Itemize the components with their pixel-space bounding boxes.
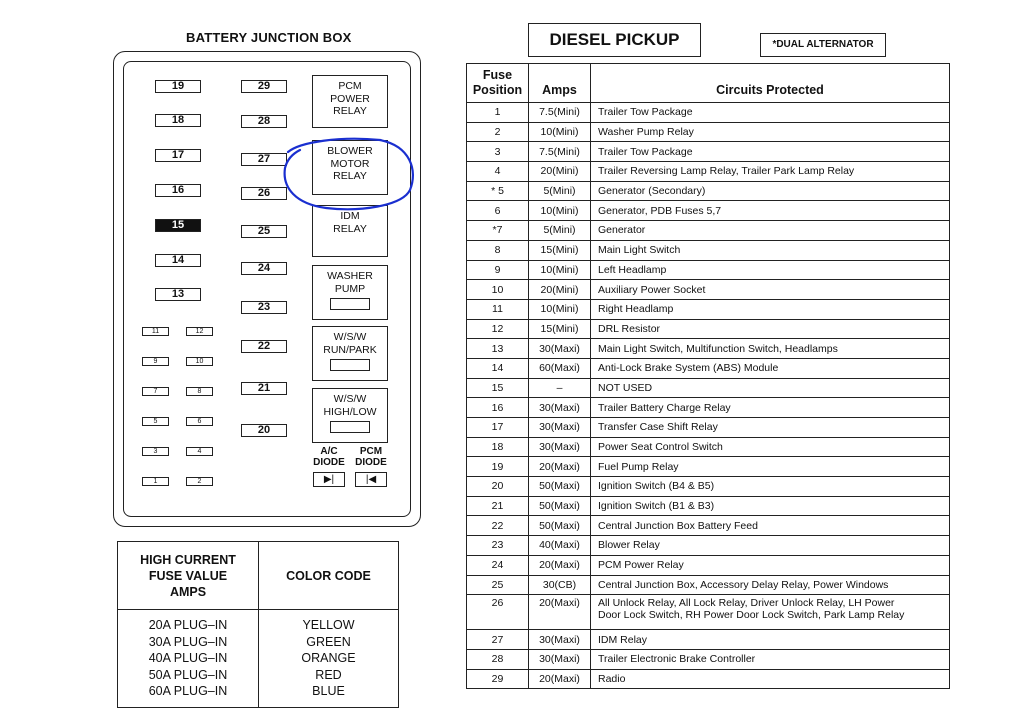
- color-code-color-value: ORANGE: [301, 651, 356, 666]
- diode-label: A/C DIODE: [313, 446, 345, 468]
- amps-cell: 30(Maxi): [529, 418, 591, 438]
- circuit-cell: Trailer Electronic Brake Controller: [591, 649, 950, 669]
- diesel-pickup-title: DIESEL PICKUP: [528, 23, 701, 57]
- table-row: [467, 437, 950, 457]
- fuse-29: 29: [241, 80, 287, 93]
- table-row: [467, 496, 950, 516]
- fuse-21: 21: [241, 382, 287, 395]
- circuit-cell: Auxiliary Power Socket: [591, 280, 950, 300]
- amps-cell: 50(Maxi): [529, 516, 591, 536]
- circuit-cell: Trailer Battery Charge Relay: [591, 398, 950, 418]
- amps-cell: 40(Maxi): [529, 536, 591, 556]
- fuse-8: 8: [186, 387, 213, 396]
- relay-label: W/S/W HIGH/LOW: [323, 393, 377, 418]
- relay-label: W/S/W RUN/PARK: [323, 331, 377, 356]
- table-row: [467, 122, 950, 142]
- fuse-11: 11: [142, 327, 169, 336]
- table-row: [467, 299, 950, 319]
- fuse-23: 23: [241, 301, 287, 314]
- table-row: [467, 181, 950, 201]
- fuse-18: 18: [155, 114, 201, 127]
- circuit-cell: Radio: [591, 669, 950, 689]
- circuit-cell: PCM Power Relay: [591, 555, 950, 575]
- fuse-9: 9: [142, 357, 169, 366]
- fuse-position-cell: 16: [467, 398, 529, 418]
- table-row: [467, 398, 950, 418]
- color-code-amps-value: 60A PLUG–IN: [148, 684, 228, 699]
- amps-cell: 15(Mini): [529, 319, 591, 339]
- circuit-cell: Central Junction Box, Accessory Delay Relay, Power Windows: [591, 575, 950, 595]
- fuse-position-cell: 6: [467, 201, 529, 221]
- color-code-amps-value: 30A PLUG–IN: [148, 634, 228, 649]
- fuse-position-cell: 1: [467, 103, 529, 123]
- fuse-position-cell: 21: [467, 496, 529, 516]
- fuse-position-cell: 3: [467, 142, 529, 162]
- fuse-6: 6: [186, 417, 213, 426]
- table-row: [467, 630, 950, 650]
- amps-cell: 5(Mini): [529, 221, 591, 241]
- amps-cell: 30(Maxi): [529, 437, 591, 457]
- table-row: [467, 555, 950, 575]
- color-code-color-value: YELLOW: [302, 618, 355, 633]
- circuit-cell: Washer Pump Relay: [591, 122, 950, 142]
- table-row: [467, 669, 950, 689]
- amps-cell: 30(Maxi): [529, 630, 591, 650]
- amps-cell: 30(Maxi): [529, 339, 591, 359]
- fuse-position-header: Fuse Position: [467, 64, 529, 103]
- table-row: [467, 221, 950, 241]
- amps-cell: 20(Maxi): [529, 457, 591, 477]
- circuit-cell: Generator, PDB Fuses 5,7: [591, 201, 950, 221]
- ac-diode-symbol: ▶|: [313, 472, 345, 487]
- amps-cell: 20(Maxi): [529, 595, 591, 630]
- fuse-position-cell: * 5: [467, 181, 529, 201]
- fuse-4: 4: [186, 447, 213, 456]
- fuse-position-cell: 13: [467, 339, 529, 359]
- fuse-position-cell: 25: [467, 575, 529, 595]
- amps-cell: 50(Maxi): [529, 496, 591, 516]
- table-row: [467, 319, 950, 339]
- color-code-color-value: BLUE: [312, 684, 345, 699]
- fuse-position-cell: 26: [467, 595, 529, 630]
- amps-header: Amps: [529, 64, 591, 103]
- pcm-diode-symbol: |◀: [355, 472, 387, 487]
- table-row: [467, 142, 950, 162]
- amps-cell: 30(Maxi): [529, 398, 591, 418]
- circuit-cell: Ignition Switch (B4 & B5): [591, 477, 950, 497]
- circuit-cell: Central Junction Box Battery Feed: [591, 516, 950, 536]
- table-row: [467, 595, 950, 630]
- circuit-cell: DRL Resistor: [591, 319, 950, 339]
- table-row: [467, 649, 950, 669]
- circuit-cell: Anti-Lock Brake System (ABS) Module: [591, 358, 950, 378]
- amps-cell: 10(Mini): [529, 201, 591, 221]
- amps-cell: 7.5(Mini): [529, 103, 591, 123]
- fuse-position-cell: 20: [467, 477, 529, 497]
- circuit-cell: Trailer Tow Package: [591, 142, 950, 162]
- table-row: [467, 162, 950, 182]
- circuit-cell: All Unlock Relay, All Lock Relay, Driver Unlock Relay, LH Power Door Lock Switch, RH Power Door Lock Switch, Park Lamp Relay: [591, 595, 950, 630]
- circuit-cell: Main Light Switch, Multifunction Switch, Headlamps: [591, 339, 950, 359]
- circuit-cell: Ignition Switch (B1 & B3): [591, 496, 950, 516]
- fuse-position-cell: 18: [467, 437, 529, 457]
- fuse-1: 1: [142, 477, 169, 486]
- fuse-position-cell: 11: [467, 299, 529, 319]
- amps-cell: 20(Mini): [529, 162, 591, 182]
- fuse-17: 17: [155, 149, 201, 162]
- amps-cell: 7.5(Mini): [529, 142, 591, 162]
- table-row: [467, 103, 950, 123]
- fuse-position-cell: 22: [467, 516, 529, 536]
- relay-label: WASHER PUMP: [327, 270, 373, 295]
- fuse-position-cell: 15: [467, 378, 529, 398]
- relay-label: PCM POWER RELAY: [330, 80, 370, 117]
- color-code-amps-value: 40A PLUG–IN: [148, 651, 228, 666]
- amps-cell: –: [529, 378, 591, 398]
- fuse-position-cell: 14: [467, 358, 529, 378]
- fuse-3: 3: [142, 447, 169, 456]
- color-code-amps-value: 20A PLUG–IN: [148, 618, 228, 633]
- circuit-cell: Trailer Reversing Lamp Relay, Trailer Park Lamp Relay: [591, 162, 950, 182]
- fuse-2: 2: [186, 477, 213, 486]
- table-row: [467, 358, 950, 378]
- fuse-5: 5: [142, 417, 169, 426]
- circuit-cell: Right Headlamp: [591, 299, 950, 319]
- fuse-position-cell: 4: [467, 162, 529, 182]
- table-row: [467, 201, 950, 221]
- fuse-28: 28: [241, 115, 287, 128]
- color-code-table: [117, 541, 399, 708]
- fuse-16: 16: [155, 184, 201, 197]
- circuit-cell: Main Light Switch: [591, 240, 950, 260]
- amps-cell: 20(Mini): [529, 280, 591, 300]
- color-code-colors-list: [259, 610, 399, 708]
- circuits-header: Circuits Protected: [591, 64, 950, 103]
- table-row: [467, 378, 950, 398]
- color-code-header-amps: HIGH CURRENT FUSE VALUE AMPS: [118, 542, 259, 610]
- fuse-position-cell: 2: [467, 122, 529, 142]
- fuse-position-cell: 8: [467, 240, 529, 260]
- amps-cell: 20(Maxi): [529, 555, 591, 575]
- circuit-cell: Fuel Pump Relay: [591, 457, 950, 477]
- fuse-10: 10: [186, 357, 213, 366]
- amps-cell: 10(Mini): [529, 260, 591, 280]
- fuse-20: 20: [241, 424, 287, 437]
- fuse-7: 7: [142, 387, 169, 396]
- table-row: [467, 575, 950, 595]
- table-row: [467, 536, 950, 556]
- amps-cell: 10(Mini): [529, 122, 591, 142]
- fuse-24: 24: [241, 262, 287, 275]
- amps-cell: 15(Mini): [529, 240, 591, 260]
- amps-cell: 30(CB): [529, 575, 591, 595]
- fuse-position-cell: 27: [467, 630, 529, 650]
- fuse-14: 14: [155, 254, 201, 267]
- circuit-cell: Generator (Secondary): [591, 181, 950, 201]
- fuse-position-cell: 10: [467, 280, 529, 300]
- amps-cell: 10(Mini): [529, 299, 591, 319]
- fuse-position-cell: 24: [467, 555, 529, 575]
- fuse-12: 12: [186, 327, 213, 336]
- color-code-amps-list: [118, 610, 259, 708]
- relay-label: BLOWER MOTOR RELAY: [327, 145, 373, 182]
- fuse-position-cell: 12: [467, 319, 529, 339]
- table-row: [467, 260, 950, 280]
- dual-alternator-note: *DUAL ALTERNATOR: [760, 33, 886, 57]
- circuit-cell: Trailer Tow Package: [591, 103, 950, 123]
- fuse-27: 27: [241, 153, 287, 166]
- amps-cell: 60(Maxi): [529, 358, 591, 378]
- fuse-position-cell: 17: [467, 418, 529, 438]
- color-code-color-value: GREEN: [306, 634, 351, 649]
- fuse-25: 25: [241, 225, 287, 238]
- fuse-table: [466, 63, 950, 689]
- table-row: [467, 339, 950, 359]
- fuse-position-cell: 9: [467, 260, 529, 280]
- table-row: [467, 516, 950, 536]
- fuse-position-cell: 29: [467, 669, 529, 689]
- fuse-19: 19: [155, 80, 201, 93]
- fuse-13: 13: [155, 288, 201, 301]
- table-row: [467, 457, 950, 477]
- relay-label: IDM RELAY: [333, 210, 367, 235]
- amps-cell: 5(Mini): [529, 181, 591, 201]
- circuit-cell: Power Seat Control Switch: [591, 437, 950, 457]
- fuse-position-cell: *7: [467, 221, 529, 241]
- color-code-color-value: RED: [315, 667, 342, 682]
- table-row: [467, 418, 950, 438]
- table-row: [467, 240, 950, 260]
- fuse-position-cell: 19: [467, 457, 529, 477]
- circuit-cell: Left Headlamp: [591, 260, 950, 280]
- junction-box-title: BATTERY JUNCTION BOX: [186, 30, 352, 45]
- color-code-amps-value: 50A PLUG–IN: [148, 667, 228, 682]
- circuit-cell: NOT USED: [591, 378, 950, 398]
- amps-cell: 50(Maxi): [529, 477, 591, 497]
- table-row: [467, 280, 950, 300]
- circuit-cell: IDM Relay: [591, 630, 950, 650]
- circuit-cell: Transfer Case Shift Relay: [591, 418, 950, 438]
- amps-cell: 30(Maxi): [529, 649, 591, 669]
- table-row: [467, 477, 950, 497]
- fuse-15: 15: [155, 219, 201, 232]
- amps-cell: 20(Maxi): [529, 669, 591, 689]
- fuse-22: 22: [241, 340, 287, 353]
- fuse-position-cell: 23: [467, 536, 529, 556]
- diode-label: PCM DIODE: [355, 446, 387, 468]
- circuit-cell: Blower Relay: [591, 536, 950, 556]
- color-code-header-color: COLOR CODE: [259, 542, 399, 610]
- fuse-26: 26: [241, 187, 287, 200]
- fuse-position-cell: 28: [467, 649, 529, 669]
- circuit-cell: Generator: [591, 221, 950, 241]
